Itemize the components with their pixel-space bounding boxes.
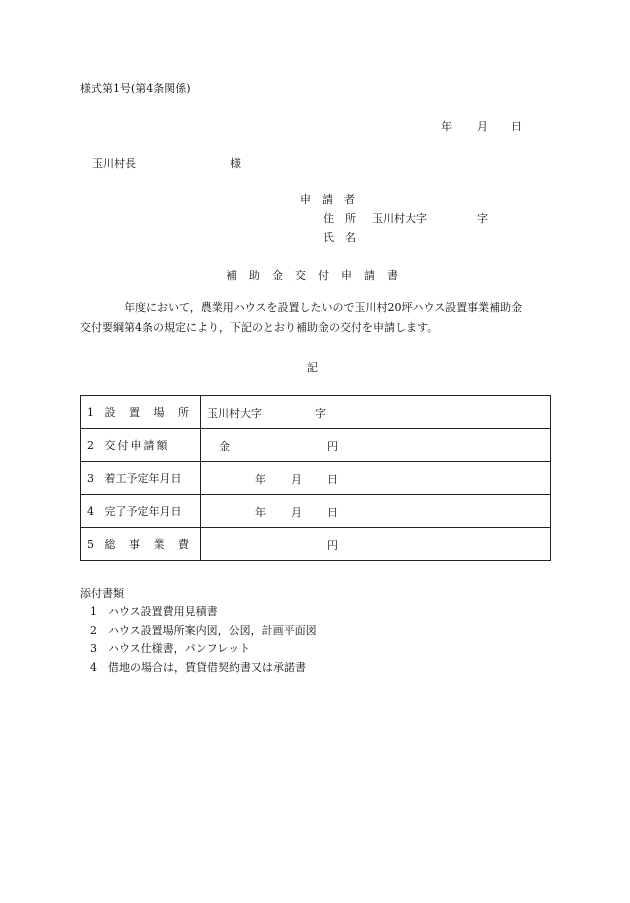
start-year-label: 年 (255, 473, 266, 486)
list-item (90, 605, 218, 619)
list-item (90, 642, 250, 656)
attachment-number: 4 (90, 661, 97, 674)
attachment-number: 2 (90, 624, 97, 637)
row-label: 着工予定年月日 (104, 472, 182, 485)
row-value-cell (201, 495, 551, 528)
row-label-cell (81, 396, 201, 429)
applicant-address-label: 住 所 (323, 212, 356, 225)
body-line-1: 年度において，農業用ハウスを設置したいので玉川村20坪ハウス設置事業補助金 (124, 301, 523, 314)
end-day-label: 日 (327, 506, 338, 519)
row-label: 完了予定年月日 (104, 505, 182, 518)
location-aza-suffix: 字 (315, 407, 326, 420)
attachment-number: 3 (90, 642, 97, 655)
row-value-cell (201, 528, 551, 561)
form-number: 様式第1号(第4条関係) (80, 82, 191, 95)
row-label-cell (81, 495, 201, 528)
document-title: 補助金交付申請書 (226, 269, 410, 282)
row-label-cell (81, 528, 201, 561)
addressee-name: 玉川村長 (92, 157, 136, 170)
table-row (81, 495, 551, 528)
date-day-label: 日 (511, 120, 522, 133)
total-yen-label: 円 (327, 539, 338, 552)
applicant-address-suffix: 字 (477, 212, 488, 225)
body-line-2: 交付要綱第4条の規定により，下記のとおり補助金の交付を申請します。 (80, 321, 439, 334)
location-village: 玉川村大字 (207, 407, 262, 420)
attachment-text: ハウス仕様書，パンフレット (108, 642, 251, 655)
table-row (81, 429, 551, 462)
row-value-cell (201, 429, 551, 462)
applicant-address-value: 玉川村大字 (372, 212, 427, 225)
table-row (81, 462, 551, 495)
row-number: 3 (87, 472, 94, 485)
row-value-cell (201, 396, 551, 429)
row-number: 5 (87, 538, 94, 551)
addressee-honorific: 様 (230, 157, 241, 170)
date-year-label: 年 (441, 120, 452, 133)
attachment-text: ハウス設置場所案内図，公図，計画平面図 (108, 624, 317, 637)
row-label-cell (81, 462, 201, 495)
applicant-name-label: 氏 名 (323, 231, 356, 244)
end-year-label: 年 (255, 506, 266, 519)
attachment-text: ハウス設置費用見積書 (108, 605, 218, 618)
table-row (81, 528, 551, 561)
row-value-cell (201, 462, 551, 495)
amount-yen-label: 円 (327, 440, 338, 453)
start-day-label: 日 (327, 473, 338, 486)
table-row (81, 396, 551, 429)
row-label: 総 事 業 費 (104, 538, 194, 551)
amount-kin-label: 金 (219, 440, 230, 453)
ki-heading: 記 (307, 361, 318, 374)
attachment-text: 借地の場合は，賃貸借契約書又は承諾書 (108, 661, 306, 674)
application-table (80, 395, 551, 561)
list-item (90, 661, 306, 675)
row-label: 設 置 場 所 (104, 406, 194, 419)
row-label-cell (81, 429, 201, 462)
date-month-label: 月 (477, 120, 488, 133)
row-label: 交付申請額 (104, 439, 170, 452)
start-month-label: 月 (291, 473, 302, 486)
list-item (90, 624, 317, 638)
row-number: 2 (87, 439, 94, 452)
applicant-heading: 申 請 者 (300, 193, 355, 206)
row-number: 1 (87, 406, 94, 419)
attachments-heading: 添付書類 (80, 587, 124, 600)
attachment-number: 1 (90, 605, 97, 618)
row-number: 4 (87, 505, 94, 518)
end-month-label: 月 (291, 506, 302, 519)
